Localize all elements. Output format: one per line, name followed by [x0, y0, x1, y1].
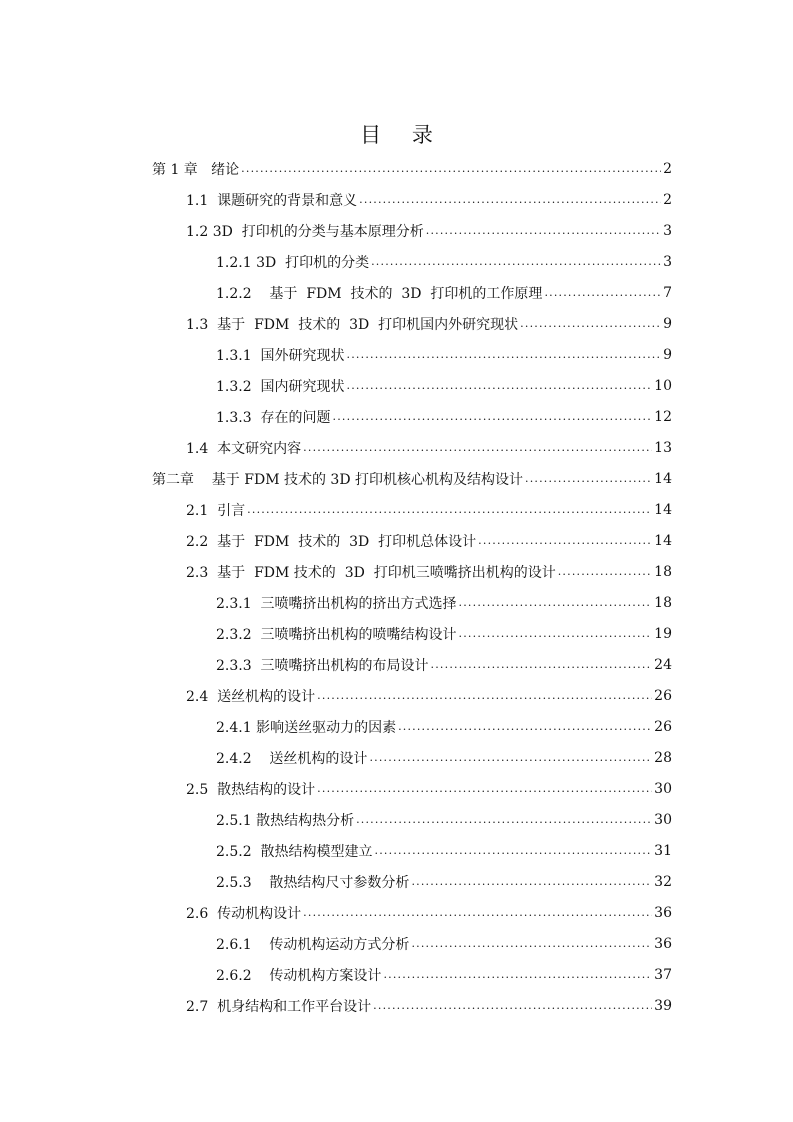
toc-entry-page-number: 14 — [654, 501, 672, 518]
toc-dot-leader — [356, 813, 652, 826]
toc-entry-page-number: 2 — [663, 191, 672, 208]
toc-entry[interactable] — [186, 494, 672, 525]
toc-entry[interactable] — [186, 525, 672, 556]
toc-entry-page-number: 10 — [654, 377, 672, 394]
toc-entry[interactable] — [216, 587, 672, 618]
toc-entry[interactable] — [216, 277, 672, 308]
toc-entry-label: 1.1 课题研究的背景和意义 — [186, 192, 358, 209]
toc-dot-leader — [303, 441, 652, 454]
toc-entry-label: 1.2 3D 打印机的分类与基本原理分析 — [186, 223, 424, 240]
toc-entry-page-number: 26 — [654, 687, 672, 704]
toc-dot-leader — [411, 937, 652, 950]
toc-entry[interactable] — [216, 959, 672, 990]
toc-dot-leader — [459, 627, 653, 640]
toc-entry-label: 1.3 基于 FDM 技术的 3D 打印机国内外研究现状 — [186, 316, 519, 333]
toc-entry-label: 2.1 引言 — [186, 502, 246, 519]
toc-dot-leader — [371, 255, 661, 268]
toc-entry-page-number: 36 — [654, 935, 672, 952]
toc-entry[interactable] — [216, 246, 672, 277]
toc-dot-leader — [520, 317, 661, 330]
toc-entry[interactable] — [216, 866, 672, 897]
toc-entry-page-number: 14 — [654, 532, 672, 549]
toc-entry[interactable] — [216, 370, 672, 401]
toc-entry-label: 1.3.2 国内研究现状 — [216, 378, 345, 395]
toc-entry-label: 2.7 机身结构和工作平台设计 — [186, 998, 372, 1015]
toc-entry-label: 第二章 基于 FDM 技术的 3D 打印机核心机构及结构设计 — [152, 471, 524, 488]
toc-entry[interactable] — [186, 990, 672, 1021]
toc-dot-leader — [544, 286, 661, 299]
toc-dot-leader — [411, 875, 652, 888]
toc-entry-page-number: 13 — [654, 439, 672, 456]
toc-entry[interactable] — [186, 432, 672, 463]
toc-entry-label: 1.2.2 基于 FDM 技术的 3D 打印机的工作原理 — [216, 285, 543, 302]
toc-dot-leader — [317, 782, 652, 795]
toc-entry-page-number: 31 — [654, 842, 672, 859]
toc-dot-leader — [359, 193, 661, 206]
toc-entry-label: 第 1 章 绪论 — [152, 161, 240, 178]
toc-entry-page-number: 36 — [654, 904, 672, 921]
toc-entry-label: 2.5.3 散热结构尺寸参数分析 — [216, 874, 410, 891]
toc-entry-label: 2.4.2 送丝机构的设计 — [216, 750, 368, 767]
toc-entry-page-number: 3 — [663, 253, 672, 270]
toc-entry-page-number: 37 — [654, 966, 672, 983]
toc-entry-page-number: 30 — [654, 780, 672, 797]
toc-entry-page-number: 7 — [663, 284, 672, 301]
toc-entry-label: 1.4 本文研究内容 — [186, 440, 302, 457]
toc-entry[interactable] — [152, 153, 672, 184]
toc-entry-page-number: 9 — [663, 315, 672, 332]
toc-entry[interactable] — [186, 556, 672, 587]
page-title: 目 录 — [360, 123, 445, 147]
toc-entry-page-number: 18 — [654, 563, 672, 580]
toc-dot-leader — [525, 472, 652, 485]
toc-dot-leader — [369, 751, 652, 764]
toc-entry-label: 1.3.1 国外研究现状 — [216, 347, 345, 364]
toc-dot-leader — [303, 906, 652, 919]
toc-entry[interactable] — [216, 835, 672, 866]
toc-dot-leader — [375, 844, 653, 857]
toc-dot-leader — [373, 999, 652, 1012]
toc-dot-leader — [459, 596, 653, 609]
toc-dot-leader — [247, 503, 652, 516]
toc-entry-label: 2.2 基于 FDM 技术的 3D 打印机总体设计 — [186, 533, 477, 550]
toc-dot-leader — [558, 565, 652, 578]
toc-entry[interactable] — [186, 680, 672, 711]
toc-entry[interactable] — [186, 897, 672, 928]
toc-entry[interactable] — [216, 742, 672, 773]
toc-entry[interactable] — [216, 401, 672, 432]
toc-dot-leader — [317, 689, 652, 702]
toc-entry-label: 2.3.2 三喷嘴挤出机构的喷嘴结构设计 — [216, 626, 457, 643]
toc-entry[interactable] — [216, 928, 672, 959]
toc-entry-page-number: 2 — [663, 160, 672, 177]
toc-entry-label: 1.2.1 3D 打印机的分类 — [216, 254, 370, 271]
toc-dot-leader — [333, 410, 653, 423]
toc-entry[interactable] — [216, 339, 672, 370]
toc-entry-page-number: 9 — [663, 346, 672, 363]
toc-entry-page-number: 32 — [654, 873, 672, 890]
toc-entry[interactable] — [216, 804, 672, 835]
toc-entry[interactable] — [216, 649, 672, 680]
toc-entry[interactable] — [216, 711, 672, 742]
toc-entry-page-number: 19 — [654, 625, 672, 642]
toc-dot-leader — [347, 348, 662, 361]
toc-entry-page-number: 30 — [654, 811, 672, 828]
toc-entry[interactable] — [186, 184, 672, 215]
toc-entry-label: 2.6.1 传动机构运动方式分析 — [216, 936, 410, 953]
toc-entry-label: 2.6.2 传动机构方案设计 — [216, 967, 382, 984]
toc-entry-page-number: 24 — [654, 656, 672, 673]
toc-dot-leader — [347, 379, 653, 392]
toc-entry-label: 2.4.1 影响送丝驱动力的因素 — [216, 719, 397, 736]
toc-entry-page-number: 39 — [654, 997, 672, 1014]
toc-dot-leader — [431, 658, 653, 671]
toc-entry[interactable] — [152, 463, 672, 494]
toc-entry-label: 2.5.1 散热结构热分析 — [216, 812, 355, 829]
toc-entry-label: 2.3 基于 FDM 技术的 3D 打印机三喷嘴挤出机构的设计 — [186, 564, 556, 581]
toc-entry-label: 1.3.3 存在的问题 — [216, 409, 331, 426]
toc-entry-label: 2.5 散热结构的设计 — [186, 781, 316, 798]
toc-entry-page-number: 14 — [654, 470, 672, 487]
toc-entry-label: 2.4 送丝机构的设计 — [186, 688, 316, 705]
toc-dot-leader — [383, 968, 652, 981]
toc-entry-label: 2.5.2 散热结构模型建立 — [216, 843, 373, 860]
toc-entry-page-number: 3 — [663, 222, 672, 239]
toc-entry[interactable] — [186, 308, 672, 339]
toc-entry[interactable] — [186, 215, 672, 246]
toc-entry-page-number: 28 — [654, 749, 672, 766]
toc-entry-label: 2.3.3 三喷嘴挤出机构的布局设计 — [216, 657, 429, 674]
toc-entry-page-number: 18 — [654, 594, 672, 611]
toc-entry-page-number: 26 — [654, 718, 672, 735]
toc-entry-label: 2.3.1 三喷嘴挤出机构的挤出方式选择 — [216, 595, 457, 612]
toc-entry[interactable] — [186, 773, 672, 804]
toc-dot-leader — [398, 720, 652, 733]
toc-dot-leader — [241, 162, 661, 175]
toc-dot-leader — [426, 224, 661, 237]
toc-entry-page-number: 12 — [654, 408, 672, 425]
toc-entry[interactable] — [216, 618, 672, 649]
toc-dot-leader — [478, 534, 652, 547]
toc-entry-label: 2.6 传动机构设计 — [186, 905, 302, 922]
